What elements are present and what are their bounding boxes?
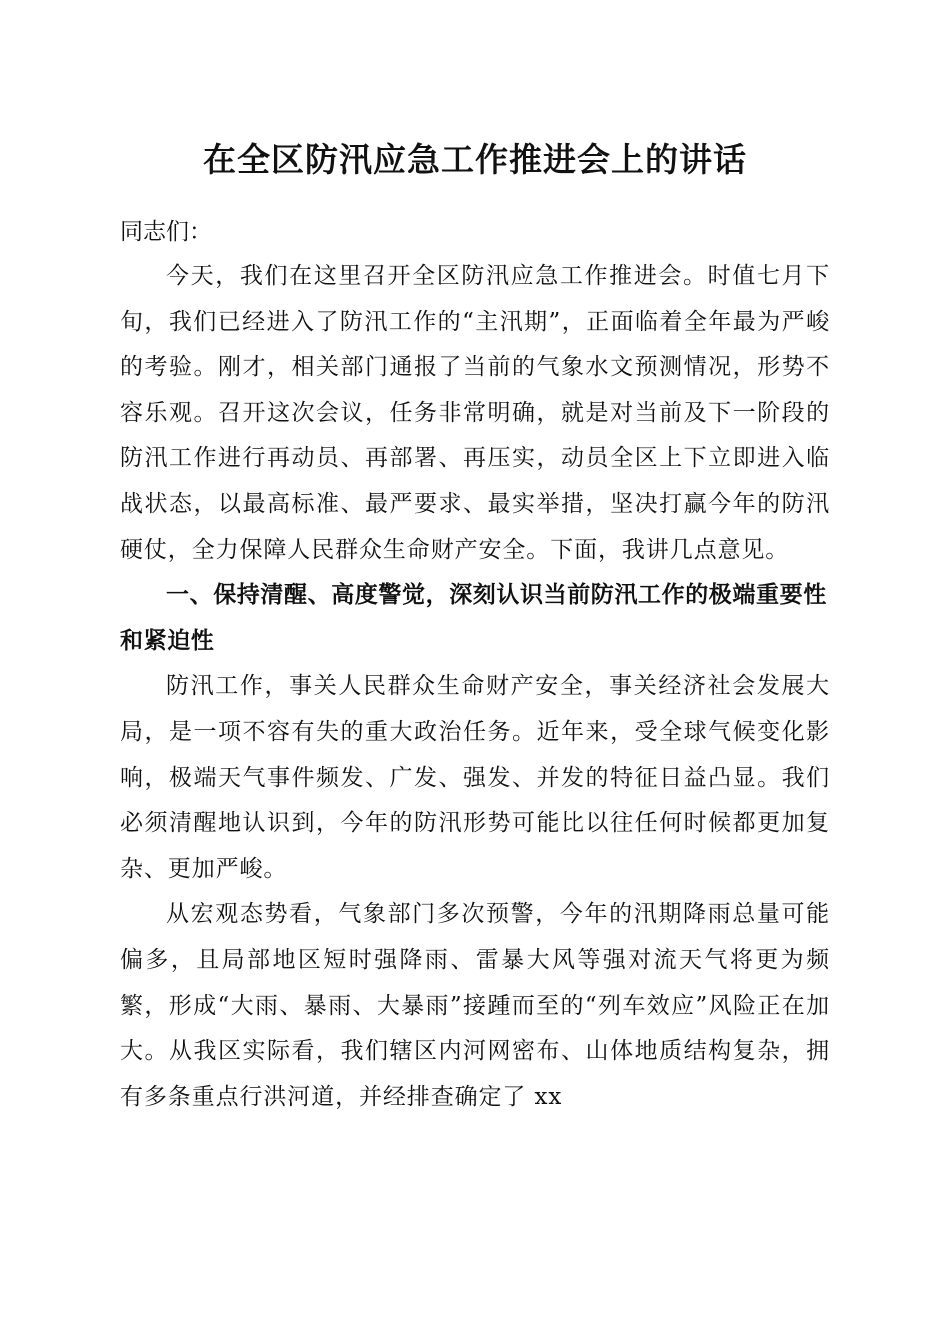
document-title: 在全区防汛应急工作推进会上的讲话: [203, 140, 747, 179]
paragraph-importance: 防汛工作，事关人民群众生命财产安全，事关经济社会发展大局，是一项不容有失的重大政治任务。近年来，受全球气候变化影响，极端天气事件频发、广发、强发、并发的特征日益凸显。我们必须清醒地认识到，今年的防汛形势可能比以往任何时候都更加复杂、更加严峻。: [120, 673, 830, 882]
paragraph-situation: 从宏观态势看，气象部门多次预警，今年的汛期降雨总量可能偏多，且局部地区短时强降雨、雷暴大风等强对流天气将更为频繁，形成“大雨、暴雨、大暴雨”接踵而至的“列车效应”风险正在加大。从我区实际看，我们辖区内河网密布、山体地质结构复杂，拥有多条重点行洪河道，并经排查确定了 xx: [120, 901, 830, 1110]
section-heading-1: 一、保持清醒、高度警觉，深刻认识当前防汛工作的极端重要性和紧迫性: [120, 582, 827, 654]
salutation: 同志们：: [120, 219, 212, 245]
document-body: [120, 206, 830, 1120]
paragraph-opening: 今天，我们在这里召开全区防汛应急工作推进会。时值七月下旬，我们已经进入了防汛工作的“主汛期”，正面临着全年最为严峻的考验。刚才，相关部门通报了当前的气象水文预测情况，形势不容乐观。召开这次会议，任务非常明确，就是对当前及下一阶段的防汛工作进行再动员、再部署、再压实，动员全区上下立即进入临战状态，以最高标准、最严要求、最实举措，坚决打赢今年的防汛硬仗，全力保障人民群众生命财产安全。下面，我讲几点意见。: [120, 263, 830, 563]
